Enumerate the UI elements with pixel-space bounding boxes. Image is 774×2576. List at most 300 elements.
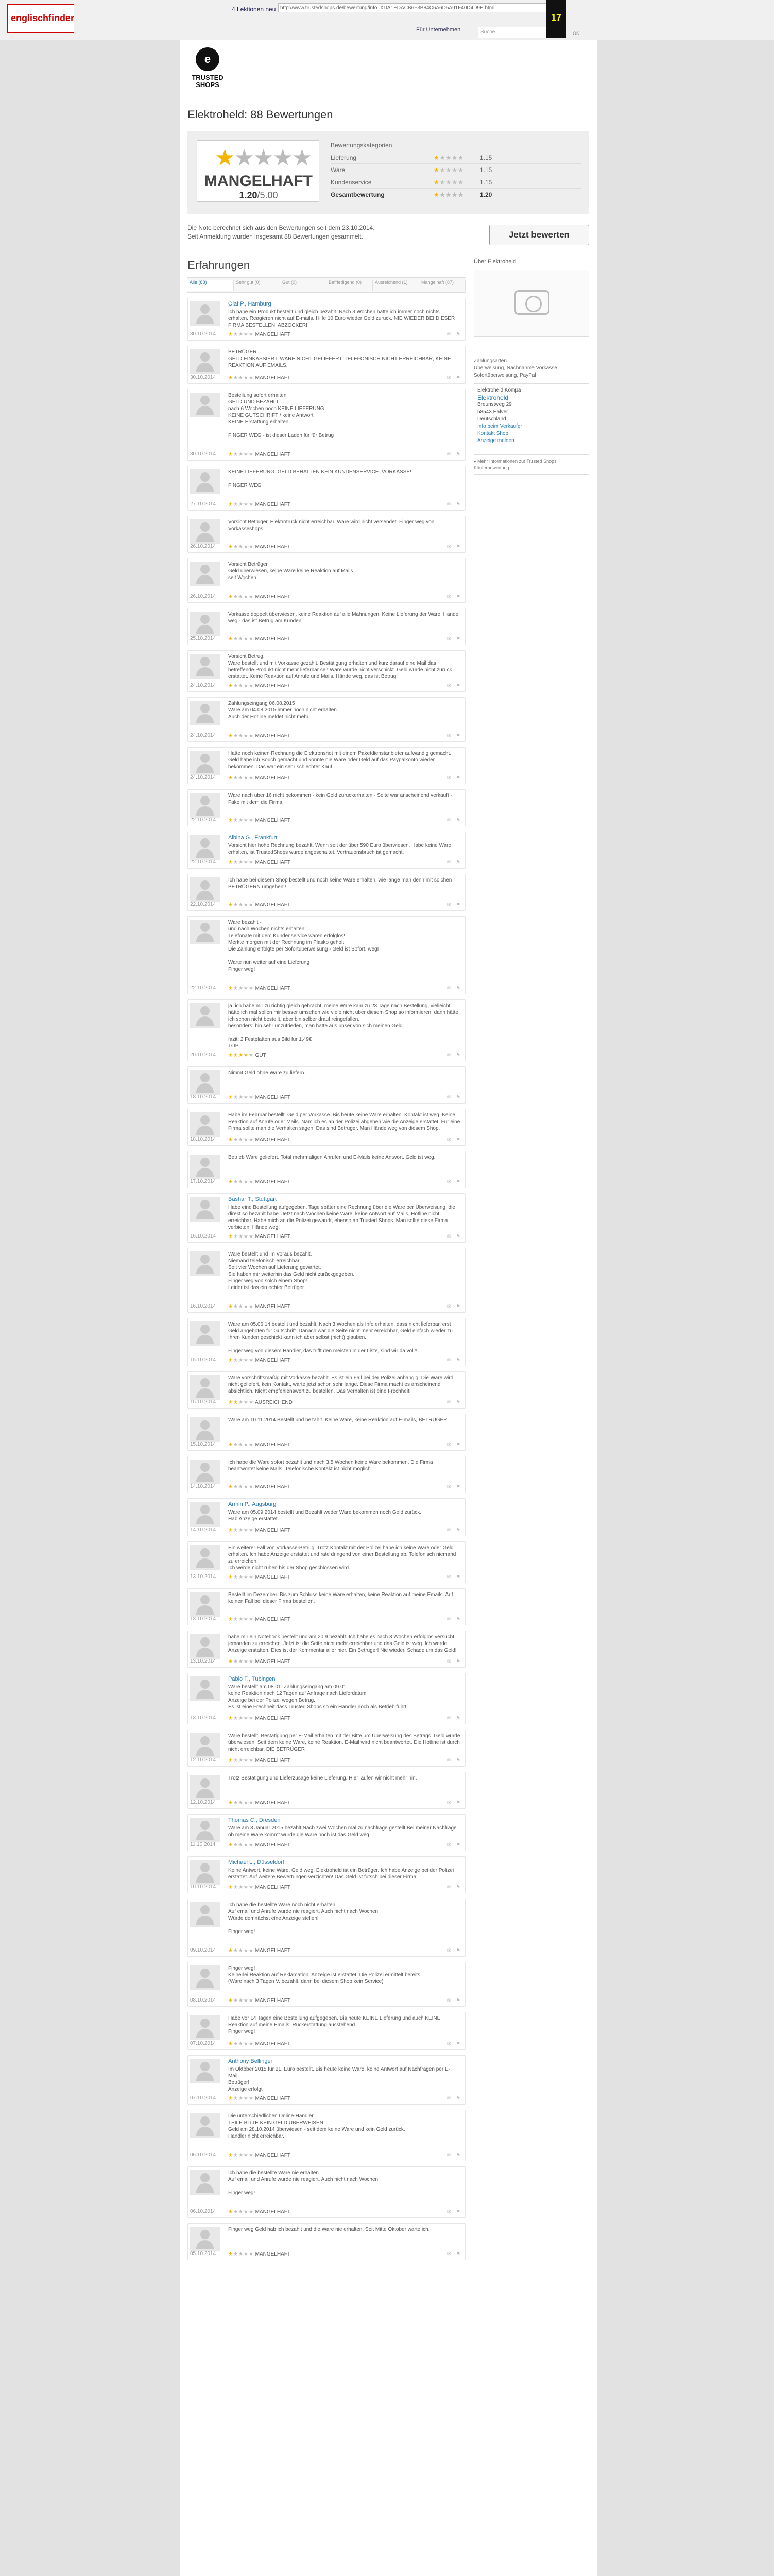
reviewer-name[interactable]: Olaf P., Hamburg — [228, 301, 271, 307]
shop-image-placeholder — [474, 270, 589, 337]
review-grade-label: MANGELHAFT — [255, 332, 290, 337]
user-avatar-icon — [190, 751, 220, 775]
review-grade — [228, 2041, 290, 2047]
go-button[interactable]: OK — [573, 31, 580, 36]
review-stars-icon: ★★★★★ — [228, 683, 254, 689]
total-rating-label: Gesamtbewertung — [331, 191, 385, 198]
review-item — [187, 1151, 466, 1188]
user-avatar-icon — [190, 1003, 220, 1028]
review-action-icons[interactable]: ✉ ⚑ — [446, 733, 462, 739]
review-stars-icon: ★★★★★ — [228, 2041, 254, 2047]
review-text: Ware am 05.09.2014 bestellt und Bezahlt weder Ware bekommen noch Geld zurück. Hab Anzeige erstattet. — [228, 1510, 422, 1522]
user-avatar-icon — [190, 1155, 220, 1179]
review-action-icons[interactable]: ✉ ⚑ — [446, 1659, 462, 1665]
review-grade-label: MANGELHAFT — [255, 1137, 290, 1143]
reviewer-name[interactable]: Anthony Bellinger — [228, 2058, 273, 2064]
review-stars-icon: ★★★★★ — [228, 986, 254, 991]
review-grade — [228, 1528, 290, 1533]
review-text: Ware bestellt. Bestätigung per E-Mail erhalten mit der Bitte um Überweisung des Betrags. Geld wurde überwiesen. Seit dem keine Ware, keine Reaktion. E-Mail wird nicht beantwortet. Die Hotline ist durch nicht erreichbar. DIE BETRÜGER — [228, 1733, 460, 1752]
user-avatar-icon — [190, 1112, 220, 1137]
review-action-icons[interactable]: ✉ ⚑ — [446, 986, 462, 991]
user-avatar-icon — [190, 1375, 220, 1400]
trusted-shops-logo[interactable] — [184, 46, 231, 93]
grade-stars-icon: ★★★★★ — [215, 145, 312, 171]
review-grade — [228, 1574, 290, 1580]
review-action-icons[interactable]: ✉ ⚑ — [446, 683, 462, 689]
review-date: 07.10.2014 — [190, 2041, 216, 2046]
review-date: 25.10.2014 — [190, 636, 216, 641]
review-item — [187, 516, 466, 553]
review-body — [226, 466, 465, 500]
review-text: Bestellung sofort erhalten GELD UND BEZAHLT nach 6 Wochen noch KEINE LIEFERUNG KEINE GUTSCHRIFT / keine Antwort KEINE Erstattung erhalten FINGER WEG - ist dieser Laden für für Betrug — [228, 393, 334, 438]
review-stars-icon: ★★★★★ — [228, 1800, 254, 1806]
review-item — [187, 558, 466, 603]
review-action-icons[interactable]: ✉ ⚑ — [446, 1053, 462, 1058]
review-grade-label: MANGELHAFT — [255, 860, 290, 866]
filter-tab[interactable]: Alle (88) — [187, 280, 234, 291]
category-label: Lieferung — [331, 154, 357, 161]
reviewer-name[interactable]: Armin P., Augsburg — [228, 1501, 277, 1507]
shop-card-line: 58543 Halver — [477, 409, 508, 415]
review-grade-label: MANGELHAFT — [255, 1484, 290, 1490]
review-grade — [228, 1400, 293, 1405]
review-stars-icon: ★★★★★ — [228, 1842, 254, 1848]
trusted-shops-mark-icon: e — [196, 47, 219, 71]
review-grade-label: MANGELHAFT — [255, 594, 290, 600]
review-text: Zahlungseingang 06.08.2015 Ware am 04.08.2015 immer noch nicht erhalten. Auch der Hotline meldet nicht mehr. — [228, 701, 338, 720]
user-avatar-icon — [190, 301, 220, 326]
review-grade — [228, 1758, 290, 1764]
review-list — [187, 298, 466, 2265]
review-stars-icon: ★★★★★ — [228, 1716, 254, 1721]
review-action-icons[interactable]: ✉ ⚑ — [446, 818, 462, 823]
category-stars-icon: ★★★★★ — [434, 166, 464, 174]
review-stars-icon: ★★★★★ — [228, 1095, 254, 1100]
payment-list: Überweisung, Nachnahme Vorkasse, Sofortüberweisung, PayPal — [474, 365, 559, 378]
review-grade-label: MANGELHAFT — [255, 902, 290, 908]
review-text: Ware am 10.11.2014 Bestellt und bezahlt. Keine Ware, keine Reaktion auf E-mails, BETRUGER — [228, 1417, 448, 1423]
review-text: Trotz Bestätigung und Lieferzusage keine Lieferung. Hier laufen wir nicht mehr hin. — [228, 1775, 417, 1781]
review-text: Hatte noch keinen Rechnung die Elektronshot mit einem Paketdienstanbieter aufwändig gemacht. Geld habe ich Bouch gemacht und konnte nie Ware oder Geld auf das Paypalkonto wieder bekommen. Das war ein sehr schlechter Kauf. — [228, 751, 452, 770]
review-grade — [228, 1304, 290, 1310]
review-body — [226, 1589, 465, 1616]
review-grade-label: MANGELHAFT — [255, 2041, 290, 2047]
reviewer-name[interactable]: Thomas C., Dresden — [228, 1817, 281, 1823]
review-stars-icon: ★★★★★ — [228, 1998, 254, 2004]
review-date: 13.10.2014 — [190, 1658, 216, 1664]
review-grade-label: MANGELHAFT — [255, 1574, 290, 1580]
filter-tab[interactable]: Befriedigend (0) — [326, 280, 373, 291]
reviewer-name[interactable]: Albina G., Frankfurt — [228, 835, 278, 841]
shop-card-label: Elektroheld Kompa — [477, 387, 521, 393]
review-grade — [228, 818, 290, 823]
review-grade-label: MANGELHAFT — [255, 1528, 290, 1533]
review-stars-icon: ★★★★★ — [228, 636, 254, 642]
user-avatar-icon — [190, 2227, 220, 2251]
review-grade-label: MANGELHAFT — [255, 1179, 290, 1185]
reviewer-name[interactable]: Bashar T., Stuttgart — [228, 1196, 277, 1202]
user-avatar-icon — [190, 1545, 220, 1570]
review-action-icons[interactable]: ✉ ⚑ — [446, 2153, 462, 2158]
review-action-icons[interactable]: ✉ ⚑ — [446, 594, 462, 600]
review-date: 14.10.2014 — [190, 1527, 216, 1533]
review-action-icons[interactable]: ✉ ⚑ — [446, 1758, 462, 1764]
review-stars-icon: ★★★★★ — [228, 775, 254, 781]
review-grade-label: MANGELHAFT — [255, 1716, 290, 1721]
category-value: 1.15 — [480, 154, 492, 161]
review-date: 12.10.2014 — [190, 1757, 216, 1763]
review-action-icons[interactable]: ✉ ⚑ — [446, 1574, 462, 1580]
review-action-icons[interactable]: ✉ ⚑ — [446, 375, 462, 381]
grade-value: 1.20 — [239, 190, 257, 200]
review-stars-icon: ★★★★★ — [228, 1885, 254, 1890]
review-action-icons[interactable]: ✉ ⚑ — [446, 636, 462, 642]
review-stars-icon: ★★★★★ — [228, 2209, 254, 2215]
review-date: 10.10.2014 — [190, 1884, 216, 1890]
review-date: 24.10.2014 — [190, 733, 216, 738]
shop-card-line[interactable]: Anzeige melden — [477, 438, 514, 444]
experiences-heading: Erfahrungen — [187, 259, 250, 272]
review-text: Finger weg Geld hab ich bezahlt und die Ware nie erhalten. Seit Mitte Oktober warte ich. — [228, 2227, 430, 2232]
filter-tab[interactable]: Ausreichend (1) — [373, 280, 419, 291]
user-avatar-icon — [190, 1860, 220, 1885]
review-grade-label: AUSREICHEND — [255, 1400, 293, 1405]
review-body — [226, 516, 465, 544]
user-avatar-icon — [190, 2113, 220, 2138]
review-grade — [228, 452, 290, 457]
review-text: Bestellt im Dezember. Bis zum Schluss keine Ware erhalten, keine Reaktion auf meine Emails. Auf keinen Fall bei dieser Firma bestellen. — [228, 1592, 453, 1604]
review-item — [187, 1193, 466, 1243]
review-item — [187, 1371, 466, 1409]
review-stars-icon: ★★★★★ — [228, 1179, 254, 1185]
review-date: 30.10.2014 — [190, 451, 216, 457]
review-action-icons[interactable]: ✉ ⚑ — [446, 1358, 462, 1363]
camera-icon — [514, 290, 549, 315]
user-avatar-icon — [190, 793, 220, 818]
review-item — [187, 1856, 466, 1893]
review-stars-icon: ★★★★★ — [228, 902, 254, 908]
review-item — [187, 1498, 466, 1536]
user-avatar-icon — [190, 1070, 220, 1095]
review-item — [187, 2110, 466, 2161]
user-avatar-icon — [190, 1502, 220, 1527]
review-stars-icon: ★★★★★ — [228, 1304, 254, 1310]
category-label: Kundenservice — [331, 179, 372, 186]
review-grade — [228, 594, 290, 600]
user-avatar-icon — [190, 1676, 220, 1701]
review-grade-label: MANGELHAFT — [255, 544, 290, 550]
review-body — [226, 790, 465, 817]
user-avatar-icon — [190, 519, 220, 544]
review-grade-label: MANGELHAFT — [255, 375, 290, 381]
review-stars-icon: ★★★★★ — [228, 2096, 254, 2102]
category-row — [331, 164, 581, 176]
review-date: 15.10.2014 — [190, 1357, 216, 1363]
sidebar-heading: Über Elektroheld — [474, 259, 516, 265]
review-item — [187, 789, 466, 826]
review-action-icons[interactable]: ✉ ⚑ — [446, 544, 462, 550]
filter-tab[interactable]: Sehr gut (0) — [234, 280, 280, 291]
review-body — [226, 1456, 465, 1484]
review-item — [187, 1772, 466, 1809]
review-grade — [228, 1484, 290, 1490]
total-rating-value: 1.20 — [480, 191, 492, 198]
review-grade — [228, 2096, 290, 2102]
user-avatar-icon — [190, 349, 220, 374]
review-text: Ware nach über 16 nicht bekommen - kein Geld zurückerhalten - Seite war anscheinend verkauft - Fake mit dem die Firma. — [228, 793, 452, 805]
user-avatar-icon — [190, 1460, 220, 1484]
review-body — [226, 1772, 465, 1793]
review-text: Vorkasse doppelt überwiesen, keine Reaktion auf alle Mahnungen. Keine Lieferung der Ware. Hände weg - das ist Betrug am Kunden — [228, 612, 459, 624]
review-grade — [228, 544, 290, 550]
review-grade — [228, 683, 290, 689]
review-stars-icon: ★★★★★ — [228, 1484, 254, 1490]
sidebar — [474, 259, 589, 475]
review-item — [187, 346, 466, 384]
review-grade — [228, 1617, 290, 1622]
review-action-icons[interactable]: ✉ ⚑ — [446, 1842, 462, 1848]
review-item — [187, 832, 466, 869]
user-avatar-icon — [190, 835, 220, 860]
review-date: 12.10.2014 — [190, 1800, 216, 1805]
review-item — [187, 1814, 466, 1851]
review-grade-label: MANGELHAFT — [255, 775, 290, 781]
review-action-icons[interactable]: ✉ ⚑ — [446, 2251, 462, 2257]
review-text: Ich habe ein Produkt bestellt und gleich bezahlt. Nach 3 Wochen hatte ich immer noch nichts erhalten. Reagieren nicht auf E-mails. Hilfe 10 Euro wieder Geld zurück. NIE WIEDER BEI DIESER FIRMA BESTELLEN. ABZOCKER! — [228, 309, 455, 328]
review-grade — [228, 1179, 290, 1185]
review-text: Vorsicht Betrüger. Elektrotruck nicht erreichbar. Ware wird nicht versendet. Finger weg von Vorkasseshops — [228, 519, 435, 532]
review-grade — [228, 1137, 290, 1143]
review-item — [187, 298, 466, 341]
review-grade-label: MANGELHAFT — [255, 1358, 290, 1363]
review-item — [187, 1248, 466, 1313]
reviewer-name[interactable]: Michael L., Düsseldorf — [228, 1859, 284, 1866]
grade-score — [197, 190, 320, 201]
shop-card-line: Deutschland — [477, 416, 506, 422]
review-text: Finger weg! Keinerlei Reaktion auf Reklamation. Anzeige ist erstattet. Die Polizei ermittelt bereits. (Ware nach 3 Tagen V. bezahlt, dann bei diesem Shop kein Service) — [228, 1965, 422, 1985]
review-body — [226, 1414, 465, 1435]
review-body — [226, 698, 465, 732]
shop-contact-card — [474, 383, 589, 448]
review-action-icons[interactable]: ✉ ⚑ — [446, 1948, 462, 1954]
address-bar[interactable]: http://www.trustedshops.de/bewertung/info_XDA1EDACB6F3B84C6A6D5A91F40D4D9E.html — [278, 3, 556, 12]
review-date: 18.10.2014 — [190, 1094, 216, 1100]
review-text: Betrieb Ware geliefert. Total mehrmaligen Anrufen und E-Mails keine Antwort. Geld ist weg. — [228, 1155, 436, 1160]
category-stars-icon: ★★★★★ — [434, 154, 464, 161]
lessons-link[interactable]: 4 Lektionen neu — [232, 6, 276, 13]
review-text: Ich habe bei diesem Shop bestellt und noch keine Ware erhalten, wie lange man denn mit solchen BETRÜGERN umgehen? — [228, 877, 452, 890]
review-stars-icon: ★★★★★ — [228, 818, 254, 823]
buyer-rating-info-link[interactable] — [474, 454, 589, 475]
review-text: Ich habe die bestellte Ware noch nicht erhalten. Auf email und Anrufe wurde nie reagiert. Auch nicht nach Wochen! Würde demnächst eine Anzeige stellen! Finger weg! — [228, 1902, 380, 1935]
review-date: 06.10.2014 — [190, 2209, 216, 2214]
review-action-icons[interactable]: ✉ ⚑ — [446, 2041, 462, 2047]
review-action-icons[interactable]: ✉ ⚑ — [446, 860, 462, 866]
review-action-icons[interactable]: ✉ ⚑ — [446, 1716, 462, 1721]
review-body — [226, 2110, 465, 2151]
review-body — [226, 1899, 465, 1946]
review-grade-label: MANGELHAFT — [255, 2096, 290, 2102]
category-stars-icon: ★★★★★ — [434, 179, 464, 186]
review-grade-label: MANGELHAFT — [255, 1885, 290, 1890]
review-body — [226, 1673, 465, 1722]
review-item — [187, 1109, 466, 1146]
review-grade-label: MANGELHAFT — [255, 2251, 290, 2257]
review-stars-icon: ★★★★★ — [228, 1659, 254, 1665]
review-date: 08.10.2014 — [190, 1997, 216, 2003]
review-grade — [228, 775, 290, 781]
user-avatar-icon — [190, 1417, 220, 1442]
review-text: Habe im Februar bestellt. Geld per Vorkasse. Bis heute keine Ware erhalten. Kontakt ist weg. Keine Reaktion auf Anrufe oder Mails. Nämlich es an der Polizei abgeben wie die Anzeige erstattet. Für eine Firma sollte man die Verhalten sagen. Das sind Betrüger. Man Hände weg von diesem Shop. — [228, 1112, 460, 1131]
rating-summary — [187, 131, 589, 214]
review-grade-label: MANGELHAFT — [255, 2153, 290, 2158]
review-action-icons[interactable]: ✉ ⚑ — [446, 452, 462, 457]
review-body — [226, 558, 465, 592]
shop-card-line[interactable]: Info beim Verkäufer — [477, 423, 522, 429]
review-body — [226, 608, 465, 636]
site-logo[interactable]: englischfinder — [7, 4, 74, 33]
page-container — [180, 40, 597, 2576]
review-text: KEINE LIEFERUNG. GELD BEHALTEN KEIN KUNDENSERVICE. VORKASSE! FINGER WEG — [228, 469, 411, 488]
review-grade — [228, 2153, 290, 2158]
review-action-icons[interactable]: ✉ ⚑ — [446, 1137, 462, 1143]
review-date: 16.10.2014 — [190, 1303, 216, 1309]
category-label: Ware — [331, 166, 346, 174]
review-text: Vorsicht hier hohe Rechnung bezahlt. Wenn seit der über 590 Euro überwiesen. Habe keine Ware erhalten, ist TrustedShops wurde angeschaltet. Vertrauensbruch ist gemacht. — [228, 843, 452, 855]
review-text: Nimmt Geld ohne Ware zu liefern. — [228, 1070, 306, 1076]
review-date: 26.10.2014 — [190, 544, 216, 549]
review-date: 27.10.2014 — [190, 501, 216, 507]
review-date: 13.10.2014 — [190, 1616, 216, 1622]
shop-card-line[interactable]: Kontakt Shop — [477, 431, 509, 436]
user-avatar-icon — [190, 2059, 220, 2083]
review-item — [187, 1730, 466, 1767]
business-link[interactable]: Für Unternehmen — [416, 27, 461, 33]
review-date: 24.10.2014 — [190, 683, 216, 688]
review-date: 07.10.2014 — [190, 2095, 216, 2101]
review-date: 14.10.2014 — [190, 1484, 216, 1489]
rate-now-button[interactable]: Jetzt bewerten — [489, 225, 589, 245]
review-action-icons[interactable]: ✉ ⚑ — [446, 2209, 462, 2215]
review-action-icons[interactable]: ✉ ⚑ — [446, 1800, 462, 1806]
review-grade — [228, 1716, 290, 1721]
review-action-icons[interactable]: ✉ ⚑ — [446, 1442, 462, 1448]
review-body — [226, 1067, 465, 1088]
calendar-widget[interactable]: 17 — [546, 0, 566, 38]
review-date: 22.10.2014 — [190, 985, 216, 991]
review-item — [187, 1962, 466, 2007]
review-action-icons[interactable]: ✉ ⚑ — [446, 1617, 462, 1622]
search-input[interactable]: Suche — [478, 27, 555, 38]
review-date: 22.10.2014 — [190, 902, 216, 907]
review-action-icons[interactable]: ✉ ⚑ — [446, 1095, 462, 1100]
review-item — [187, 389, 466, 461]
review-item — [187, 916, 466, 994]
review-date: 17.10.2014 — [190, 1179, 216, 1184]
review-stars-icon: ★★★★★ — [228, 2251, 254, 2257]
review-action-icons[interactable]: ✉ ⚑ — [446, 902, 462, 908]
review-text: habe mir ein Notebook bestellt und am 20.9 bezahlt. Ich habe es nach 3 Wochen erfolglos versucht jemanden zu erreichen. Jetzt ist die Seite nicht mehr erreichbar und das Geld ist weg. Ich werde Anzeige erstatten. Dies ist der Kommentar aller hier. Ein Betrüger! Nie wieder. Schade um das Geld! — [228, 1634, 457, 1653]
categories-heading: Bewertungskategorien — [331, 139, 581, 151]
review-body — [226, 1000, 465, 1061]
review-stars-icon: ★★★★★ — [228, 1758, 254, 1764]
review-item — [187, 2012, 466, 2050]
user-avatar-icon — [190, 612, 220, 636]
grade-label: MANGELHAFT — [204, 173, 313, 190]
review-action-icons[interactable]: ✉ ⚑ — [446, 1304, 462, 1310]
review-item — [187, 650, 466, 692]
review-grade — [228, 1659, 290, 1665]
review-action-icons[interactable]: ✉ ⚑ — [446, 1400, 462, 1405]
user-avatar-icon — [190, 393, 220, 417]
review-action-icons[interactable]: ✉ ⚑ — [446, 2096, 462, 2102]
review-grade — [228, 1885, 290, 1890]
review-date: 30.10.2014 — [190, 375, 216, 380]
review-text: Ware am 3 Januar 2015 bezahlt.Nach zwei Wochen mal zu nachfrage gestellt Bei meiner Nachfrage ob meine Ware kommt wurde die Ware noch ist das Geld weg. — [228, 1825, 457, 1838]
review-grade-label: MANGELHAFT — [255, 502, 290, 507]
shop-name-link[interactable]: Elektroheld — [477, 394, 509, 401]
review-item — [187, 1673, 466, 1724]
review-grade-label: MANGELHAFT — [255, 452, 290, 457]
review-action-icons[interactable]: ✉ ⚑ — [446, 1885, 462, 1890]
review-stars-icon: ★★★★★ — [228, 452, 254, 457]
review-text: Ware bestellt am 08.01. Zahlungseingang am 09.01. keine Reaktion nach 12 Tagen auf Anfrage nach Lieferdatum Anzeige bei der Polizei wegen Betrug. Es ist eine Frechheit dass Trusted Shops so ein Händler noch als Betrieb führt. — [228, 1684, 408, 1710]
review-date: 11.10.2014 — [190, 1842, 216, 1848]
filter-tab[interactable]: Mangelhaft (87) — [419, 280, 466, 291]
review-action-icons[interactable]: ✉ ⚑ — [446, 1484, 462, 1490]
review-item — [187, 2166, 466, 2218]
info-icon: ▸ — [474, 459, 478, 464]
user-avatar-icon — [190, 1592, 220, 1617]
review-grade — [228, 1442, 290, 1448]
review-grade — [228, 2251, 290, 2257]
review-action-icons[interactable]: ✉ ⚑ — [446, 1998, 462, 2004]
review-item — [187, 1414, 466, 1451]
review-date: 26.10.2014 — [190, 594, 216, 599]
review-grade — [228, 636, 290, 642]
review-stars-icon: ★★★★★ — [228, 1617, 254, 1622]
review-action-icons[interactable]: ✉ ⚑ — [446, 1528, 462, 1533]
grade-max: /5.00 — [257, 190, 278, 200]
review-grade-label: MANGELHAFT — [255, 818, 290, 823]
review-item — [187, 1541, 466, 1583]
review-item — [187, 697, 466, 742]
review-text: Habe eine Bestellung aufgegeben. Tage später eine Rechnung über die Ware per Überweisung, die direkt so bezahlt habe. Jetzt nach Wochen keine Ware, keine Antwort auf Mails, Hotline nicht erreichbar. Habe mich an die Polizei gewandt, ebenso an Trusted Shops. Man sollte diese Firma verbieten. Hände weg! — [228, 1205, 455, 1230]
review-stars-icon: ★★★★★ — [228, 1234, 254, 1240]
review-text: Ich habe die Ware sofort bezahlt und nach 3,5 Wochen keine Ware bekommen. Die Firma beantwortet keine Mails. Telefonische Kontakt ist nicht möglich — [228, 1460, 433, 1472]
payment-methods — [474, 358, 589, 379]
reviewer-name[interactable]: Pablo F., Tübingen — [228, 1676, 276, 1682]
review-grade — [228, 502, 290, 507]
review-action-icons[interactable]: ✉ ⚑ — [446, 1179, 462, 1185]
review-body — [226, 2167, 465, 2208]
total-rating-row — [331, 189, 581, 201]
review-action-icons[interactable]: ✉ ⚑ — [446, 332, 462, 337]
review-date: 13.10.2014 — [190, 1574, 216, 1580]
review-grade — [228, 375, 290, 381]
review-text: Keine Antwort, keine Ware, Geld weg. Elektroheld ist ein Betrüger. Ich habe Anzeige bei der Polizei erstattet. Auf weitere Bewertungen verzichten! Das Geld ist futsch bei dieser Firma. — [228, 1868, 454, 1880]
review-stars-icon: ★★★★★ — [228, 1400, 254, 1405]
total-stars-icon: ★★★★★ — [434, 191, 464, 198]
review-action-icons[interactable]: ✉ ⚑ — [446, 1234, 462, 1240]
review-date: 22.10.2014 — [190, 817, 216, 823]
review-grade — [228, 1358, 290, 1363]
trusted-shops-wordmark: TRUSTED SHOPS — [192, 74, 223, 89]
review-action-icons[interactable]: ✉ ⚑ — [446, 502, 462, 507]
filter-tab[interactable]: Gut (0) — [280, 280, 326, 291]
review-action-icons[interactable]: ✉ ⚑ — [446, 775, 462, 781]
user-avatar-icon — [190, 2170, 220, 2195]
